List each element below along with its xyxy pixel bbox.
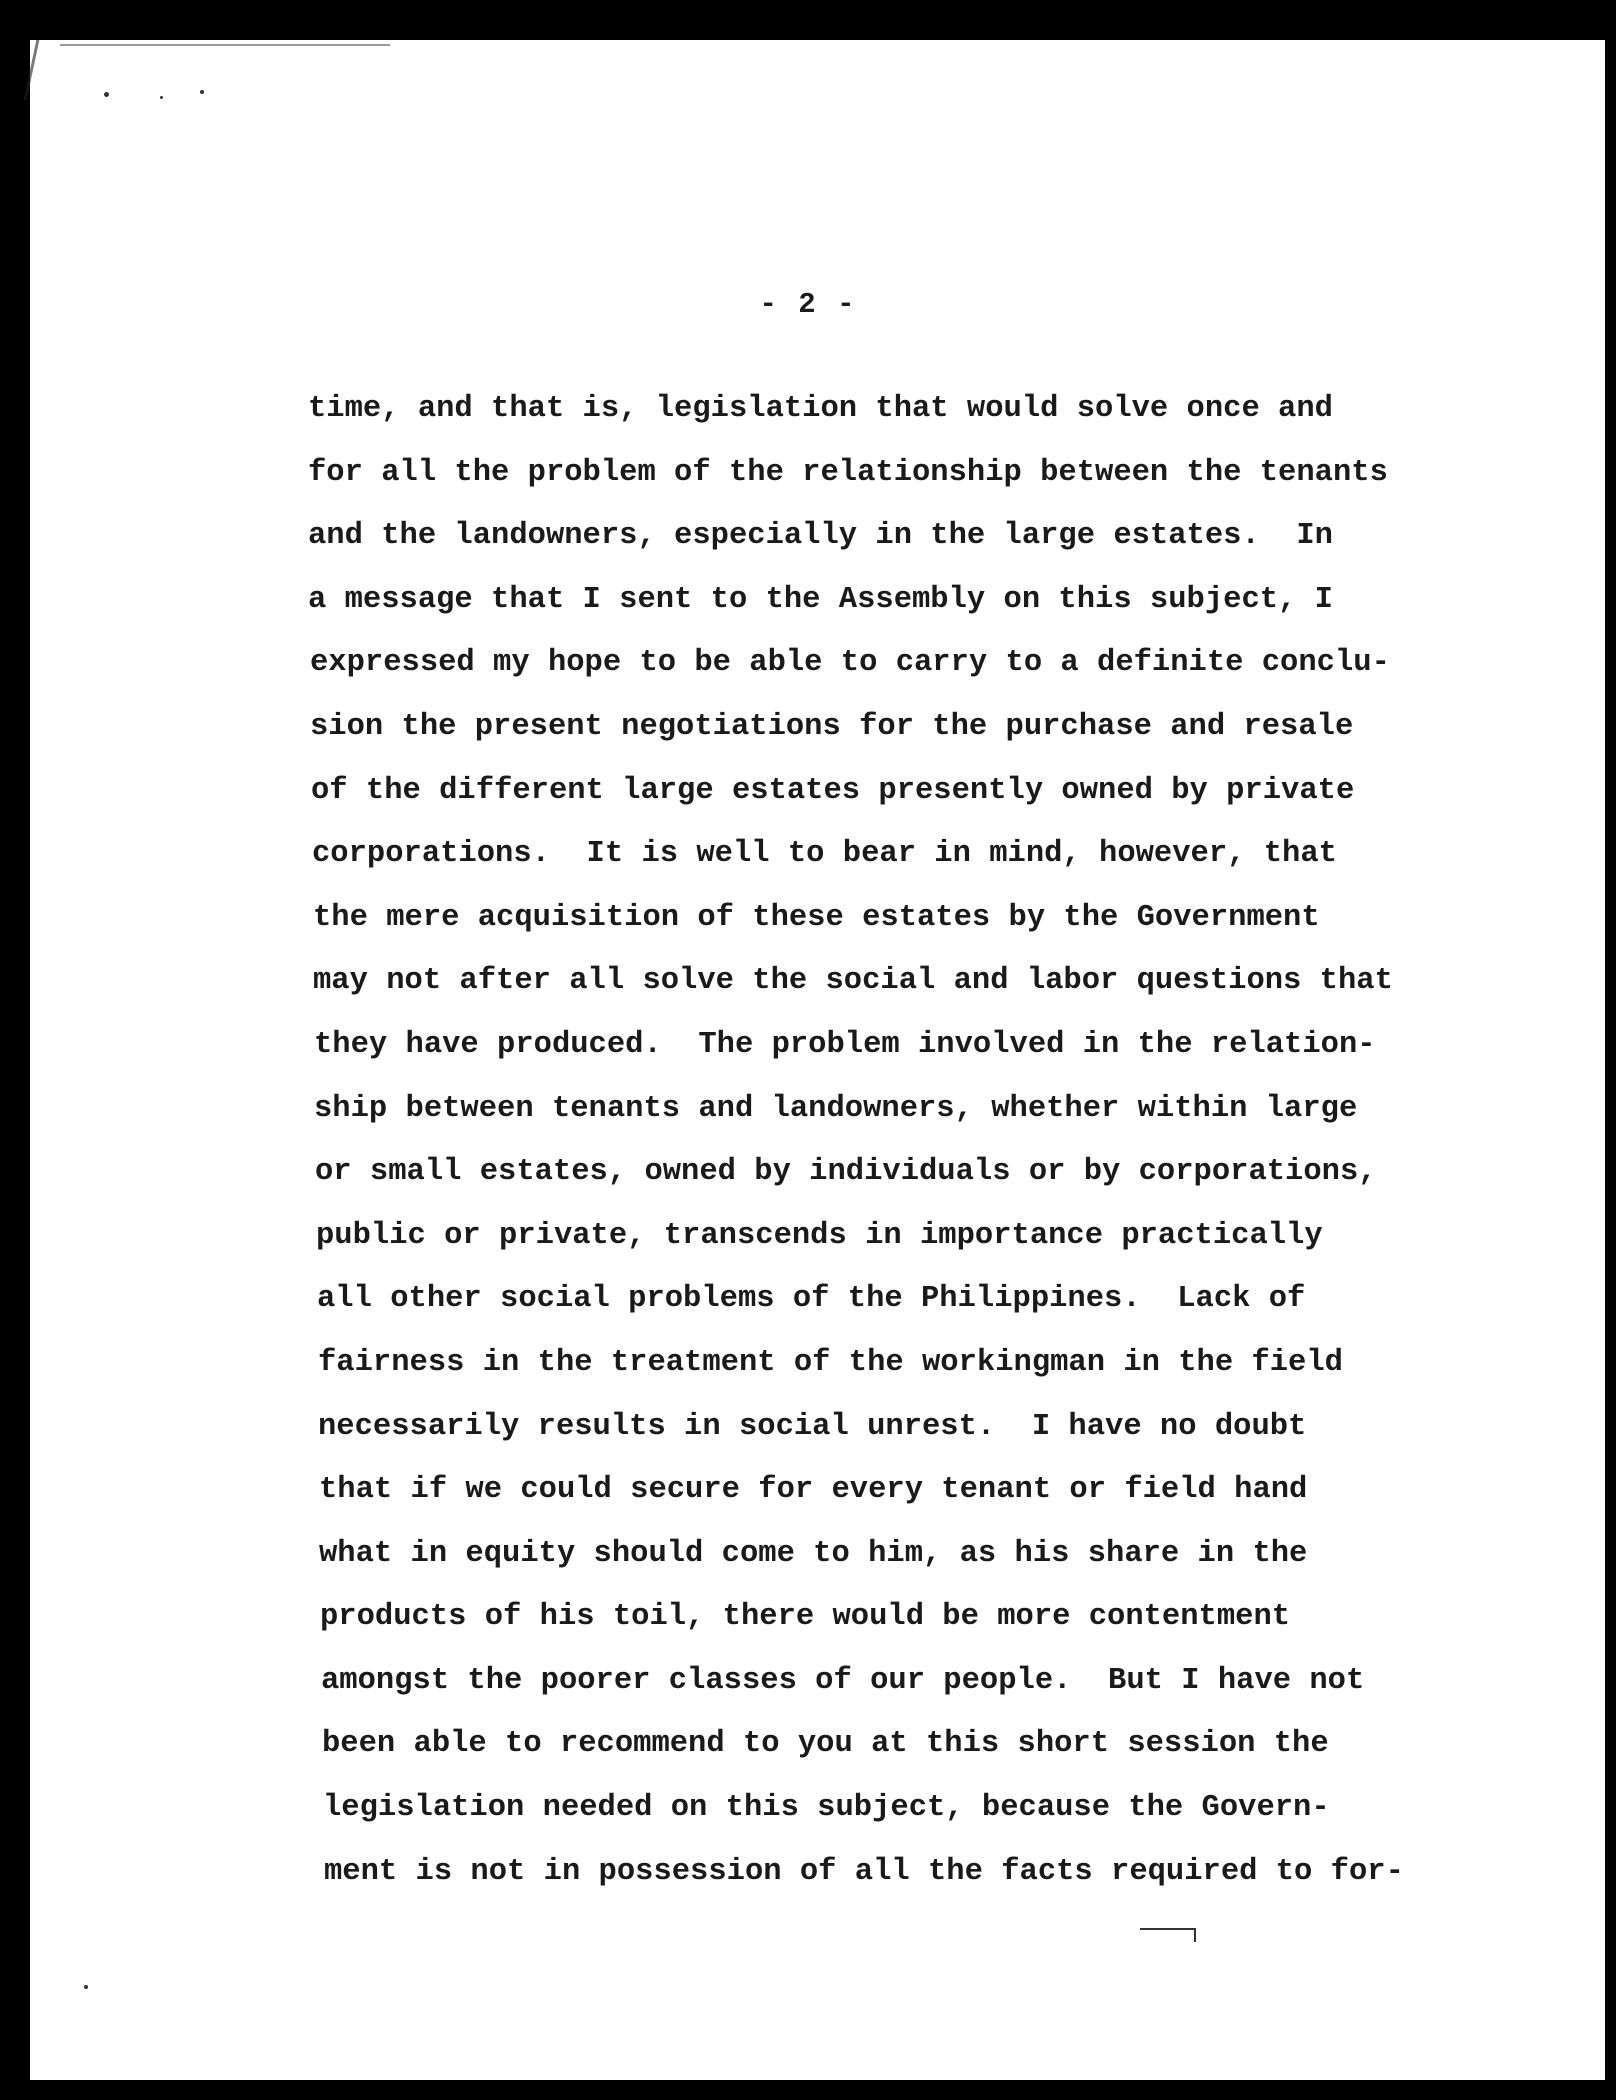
text-line: they have produced. The problem involved in the relation- <box>314 1027 1376 1062</box>
text-line: may not after all solve the social and labor questions that <box>313 964 1393 999</box>
paper-top-edge <box>60 44 390 46</box>
text-line: of the different large estates presently owned by private <box>311 773 1355 808</box>
text-line: public or private, transcends in importance practically <box>316 1218 1323 1253</box>
body-text <box>308 378 1458 1904</box>
text-line: necessarily results in social unrest. I have no doubt <box>318 1409 1307 1444</box>
text-line: a message that I sent to the Assembly on this subject, I <box>308 582 1333 617</box>
text-line: what in equity should come to him, as his share in the <box>319 1536 1308 1571</box>
text-line: legislation needed on this subject, because the Govern- <box>323 1791 1330 1826</box>
text-line: and the landowners, especially in the large estates. In <box>308 519 1333 554</box>
text-line: all other social problems of the Philippines. Lack of <box>317 1282 1306 1317</box>
page-number: - 2 - <box>759 288 857 321</box>
speck <box>200 90 204 94</box>
text-line: for all the problem of the relationship between the tenants <box>308 455 1388 490</box>
text-line: products of his toil, there would be more contentment <box>320 1600 1291 1635</box>
speck <box>104 92 109 97</box>
continuation-mark <box>1140 1928 1196 1944</box>
text-line: sion the present negotiations for the purchase and resale <box>310 709 1354 744</box>
text-line: amongst the poorer classes of our people. But I have not <box>321 1663 1365 1698</box>
text-line: fairness in the treatment of the workingman in the field <box>318 1345 1343 1380</box>
speck <box>160 96 163 99</box>
text-line: ship between tenants and landowners, whether within large <box>314 1091 1358 1126</box>
text-line: the mere acquisition of these estates by the Government <box>313 900 1320 935</box>
text-line: ment is not in possession of all the facts required to for- <box>324 1854 1404 1889</box>
text-line: or small estates, owned by individuals or by corporations, <box>315 1155 1377 1190</box>
text-line: expressed my hope to be able to carry to a definite conclu- <box>310 646 1390 681</box>
text-line: corporations. It is well to bear in mind, however, that <box>312 837 1337 872</box>
text-line: been able to recommend to you at this short session the <box>322 1727 1329 1762</box>
text-line: that if we could secure for every tenant or field hand <box>319 1473 1308 1508</box>
speck <box>84 1985 88 1989</box>
text-line: time, and that is, legislation that would solve once and <box>308 392 1333 426</box>
